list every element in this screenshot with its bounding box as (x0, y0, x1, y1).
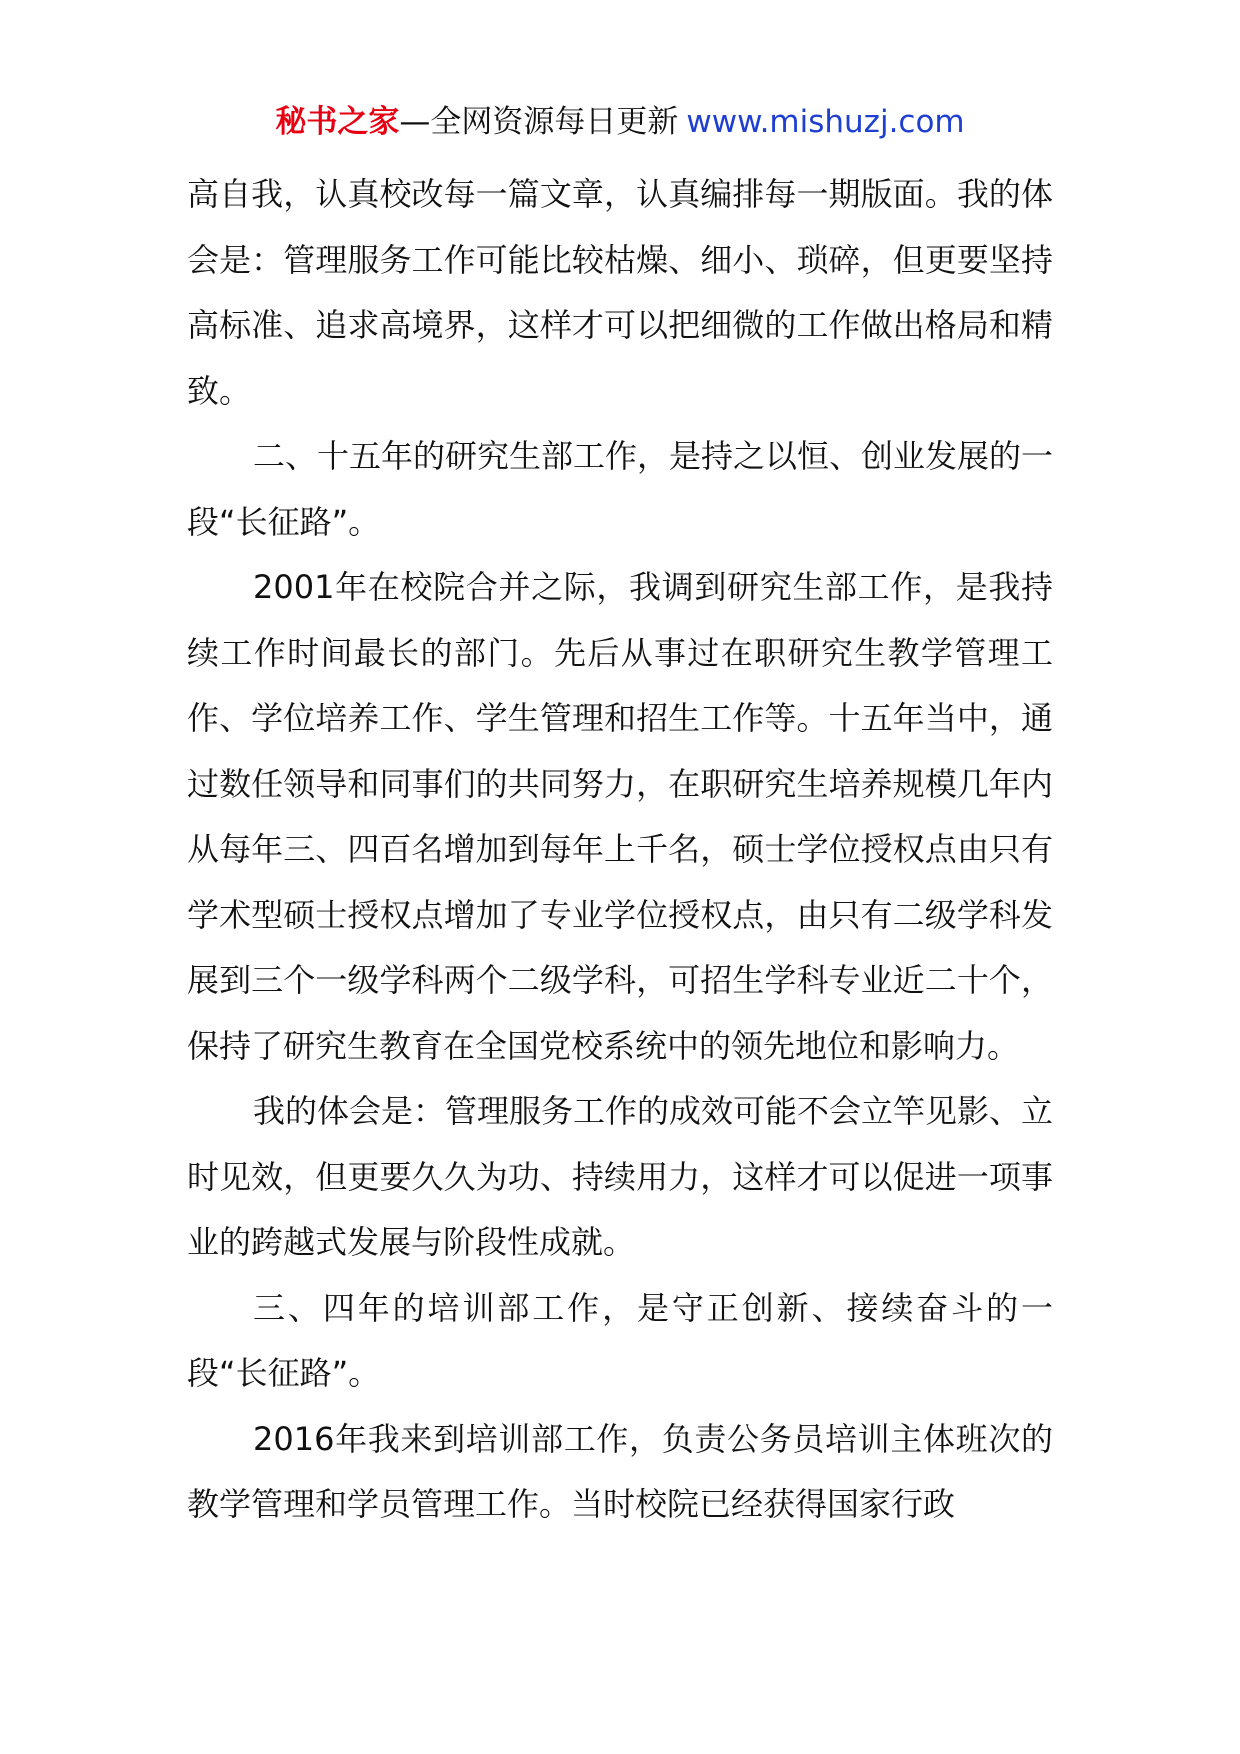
section-heading-3: 三、四年的培训部工作，是守正创新、接续奋斗的一段“长征路”。 (187, 1288, 1053, 1392)
paragraph-training-work: 2016年我来到培训部工作，负责公务员培训主体班次的教学管理和学员管理工作。当时校院已经获得国家行政 (187, 1419, 1053, 1523)
section-heading-2: 二、十五年的研究生部工作，是持之以恒、创业发展的一段“长征路”。 (187, 437, 1054, 541)
site-url-link[interactable]: www.mishuzj.com (686, 104, 965, 140)
paragraph-continued: 高自我，认真校改每一篇文章，认真编排每一期版面。我的体会是：管理服务工作可能比较枯燥、细小、琐碎，但更要坚持高标准、追求高境界，这样才可以把细微的工作做出格局和精致。 (187, 175, 1053, 410)
header-slogan: —全网资源每日更新 (399, 104, 679, 140)
document-body (187, 162, 1053, 1538)
brand-name: 秘书之家 (275, 104, 400, 140)
site-header (0, 102, 1240, 142)
paragraph-graduate-work: 2001年在校院合并之际，我调到研究生部工作，是我持续工作时间最长的部门。先后从事过在职研究生教学管理工作、学位培养工作、学生管理和招生工作等。十五年当中，通过数任领导和同事们的共同努力，在职研究生培养规模几年内从每年三、四百名增加到每年上千名，硕士学位授权点由只有学术型硕士授权点增加了专业学位授权点，由只有二级学科发展到三个一级学科两个二级学科，可招生学科专业近二十个，保持了研究生教育在全国党校系统中的领先地位和影响力。 (187, 568, 1053, 1065)
paragraph-reflection: 我的体会是：管理服务工作的成效可能不会立竿见影、立时见效，但更要久久为功、持续用力，这样才可以促进一项事业的跨越式发展与阶段性成就。 (187, 1092, 1054, 1261)
